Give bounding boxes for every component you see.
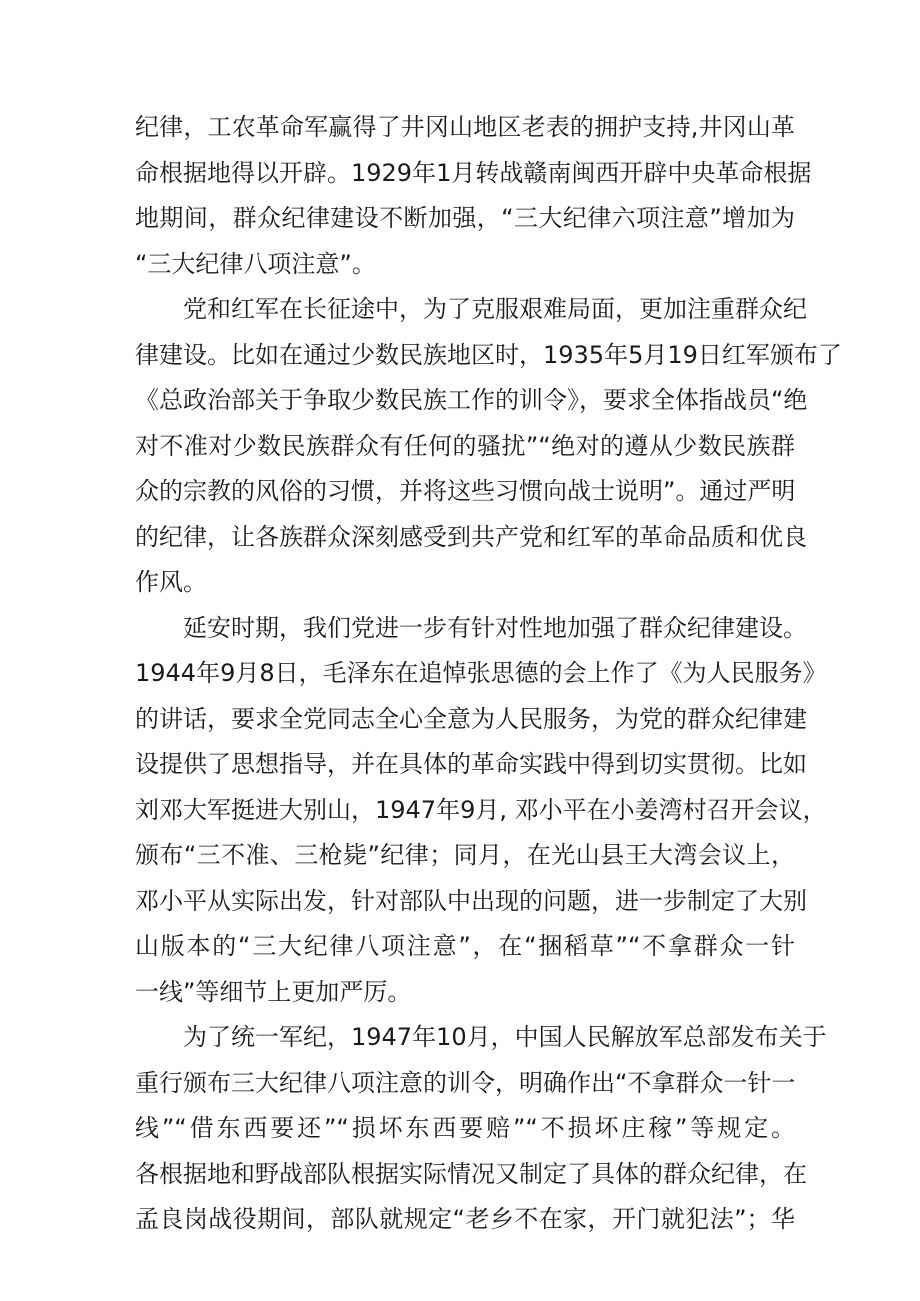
text-line: 延安时期，我们党进一步有针对性地加强了群众纪律建设。 (183, 613, 807, 642)
text-line: 地期间，群众纪律建设不断加强，“三大纪律六项注意”增加为 (135, 204, 795, 232)
text-line: 为了统一军纪，1947年10月，中国人民解放军总部发布关于 (183, 1023, 827, 1051)
text-line: 纪律，工农革命军赢得了井冈山地区老表的拥护支持,井冈山革 (135, 113, 795, 141)
text-line: 山版本的“三大纪律八项注意”，在“捆稻草”“不拿群众一针 (135, 932, 795, 960)
text-line: 众的宗教的风俗的习惯，并将这些习惯向战士说明”。通过严明 (135, 477, 796, 505)
text-line: 孟良岗战役期间，部队就规定“老乡不在家，开门就犯法”；华 (135, 1205, 795, 1233)
text-line: 重行颁布三大纪律八项注意的训令，明确作出“不拿群众一针一 (135, 1068, 796, 1097)
text-line: 邓小平从实际出发，针对部队中出现的问题，进一步制定了大别 (135, 886, 807, 915)
text-line: 线”“借东西要还”“损坏东西要赔”“不损坏庄稼”等规定。 (135, 1114, 795, 1142)
paragraph-2 (135, 287, 842, 606)
text-line: 律建设。比如在通过少数民族地区时，1935年5月19日红军颁布了 (135, 340, 842, 369)
text-line: 的讲话，要求全党同志全心全意为人民服务，为党的群众纪律建 (135, 704, 807, 733)
text-line: 作风。 (135, 568, 207, 596)
paragraph-3 (135, 606, 827, 1016)
text-line: 党和红军在长征途中，为了克服艰难局面，更加注重群众纪 (183, 295, 807, 323)
text-line: 颁布“三不准、三枪毙”纪律；同月，在光山县王大湾会议上， (135, 841, 795, 869)
text-line: “三大纪律八项注意”。 (135, 249, 376, 278)
document-body (135, 105, 842, 1243)
text-line: 《总政治部关于争取少数民族工作的训令》，要求全体指战员“绝 (135, 386, 808, 414)
text-line: 命根据地得以开辟。1929年1月转战赣南闽西开辟中央革命根据 (135, 158, 812, 187)
text-line: 一线”等细节上更加严厉。 (135, 977, 412, 1006)
text-line: 的纪律，让各族群众深刻感受到共产党和红军的革命品质和优良 (135, 522, 807, 551)
text-line: 刘邓大军挺进大别山，1947年9月, 邓小平在小姜湾村召开会议， (135, 795, 827, 824)
text-line: 各根据地和野战部队根据实际情况又制定了具体的群众纪律，在 (135, 1159, 807, 1188)
paragraph-4 (135, 1015, 827, 1243)
paragraph-1 (135, 105, 812, 287)
text-line: 对不准对少数民族群众有任何的骚扰”“绝对的遵从少数民族群 (135, 431, 795, 460)
text-line: 设提供了思想指导，并在具体的革命实践中得到切实贯彻。比如 (135, 750, 807, 778)
text-line: 1944年9月8日，毛泽东在追悼张思德的会上作了《为人民服务》 (135, 659, 827, 687)
